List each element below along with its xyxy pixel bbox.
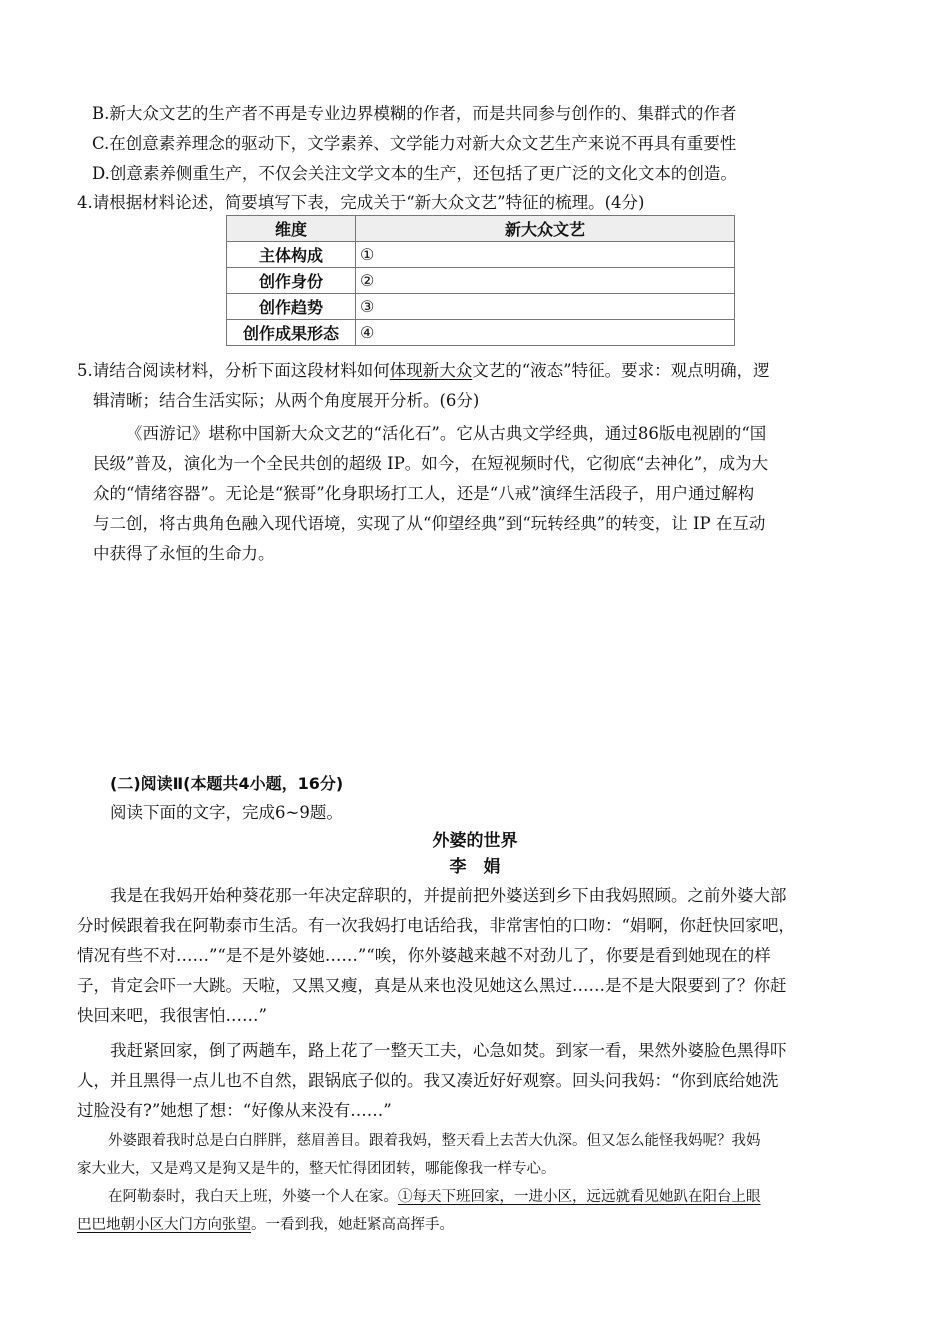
table-row	[227, 320, 735, 346]
q5-material-line: 众的“情绪容器”。无论是“猴哥”化身职场打工人，还是“八戒”演绎生活段子，用户通过解构	[93, 484, 755, 503]
q3-option-c: C.在创意素养理念的驱动下，文学素养、文学能力对新大众文艺生产来说不再具有重要性	[92, 134, 737, 153]
table-row	[227, 294, 735, 320]
table-cell-dimension: 创作成果形态	[227, 320, 356, 346]
paragraph-line: 过脸没有?”她想了想：“好像从来没有……”	[77, 1101, 392, 1120]
q3-option-d: D.创意素养侧重生产，不仅会关注文学文本的生产，还包括了更广泛的文化文本的创造。	[92, 164, 737, 183]
q5-material-line: 中获得了永恒的生命力。	[93, 544, 275, 563]
paragraph-line: 分时候跟着我在阿勒泰市生活。有一次我妈打电话给我，非常害怕的口吻：“娟啊，你赶快回家吧，	[77, 916, 795, 935]
underlined-sentence-1-cont: 巴巴地朝小区大门方向张望	[77, 1217, 251, 1233]
paragraph-line: 我赶紧回家，倒了两趟车，路上花了一整天工夫，心急如焚。到家一看，果然外婆脸色黑得吓	[110, 1041, 787, 1060]
table-header-new-mass-literature: 新大众文艺	[356, 216, 735, 242]
q5-material-line: 民级”普及，演化为一个全民共创的超级 IP。如今，在短视频时代，它彻底“去神化”，成为大	[93, 454, 769, 473]
paragraph-line: 快回来吧，我很害怕……”	[77, 1006, 267, 1025]
table-header-dimension: 维度	[227, 216, 356, 242]
paragraph-line: 外婆跟着我时总是白白胖胖，慈眉善目。跟着我妈，整天看上去苦大仇深。但又怎么能怪我妈呢？我妈	[108, 1133, 761, 1149]
paragraph-line: 家大业大，又是鸡又是狗又是牛的，整天忙得团团转，哪能像我一样专心。	[77, 1161, 556, 1177]
table-cell-answer: ④	[356, 320, 735, 346]
q5-underlined-text: 体现新大众	[389, 361, 473, 380]
q5-prompt-line1	[77, 360, 770, 382]
paragraph-line: 人，并且黑得一点儿也不自然，跟锅底子似的。我又凑近好好观察。回头问我妈：“你到底给她洗	[77, 1071, 779, 1090]
q4-prompt: 4.请根据材料论述，简要填写下表，完成关于“新大众文艺”特征的梳理。(4分)	[77, 193, 645, 212]
paragraph-text: 在阿勒泰时，我白天上班，外婆一个人在家。	[108, 1189, 398, 1205]
paragraph-line: 子，肯定会吓一大跳。天啦，又黑又瘦，真是从来也没见她这么黑过……是不是大限要到了？你赶	[77, 976, 787, 995]
paragraph-line	[77, 1214, 454, 1236]
q5-prompt-text-cont: 文艺的“液态”特征。要求：观点明确，逻	[472, 361, 770, 380]
underlined-sentence-1: ①每天下班回家，一进小区，远远就看见她趴在阳台上眼	[398, 1189, 761, 1205]
article-title: 外婆的世界	[432, 831, 518, 851]
table-row	[227, 242, 735, 268]
q5-prompt-line2: 辑清晰；结合生活实际；从两个角度展开分析。(6分)	[93, 391, 480, 410]
feature-table	[226, 215, 735, 346]
table-header-row	[227, 216, 735, 242]
paragraph-line: 情况有些不对……”“是不是外婆她……”“唉，你外婆越来越不对劲儿了，你要是看到她现在的样	[77, 946, 771, 965]
paragraph-text: 。一看到我，她赶紧高高挥手。	[251, 1217, 454, 1233]
q5-material-line: 《西游记》堪称中国新大众文艺的“活化石”。它从古典文学经典，通过86版电视剧的“国	[126, 424, 767, 443]
paragraph-line: 我是在我妈开始种葵花那一年决定辞职的，并提前把外婆送到乡下由我妈照顾。之前外婆大部	[110, 886, 787, 905]
article-author: 李 娟	[449, 857, 501, 877]
q3-option-b: B.新大众文艺的生产者不再是专业边界模糊的作者，而是共同参与创作的、集群式的作者	[92, 104, 737, 123]
table-cell-answer: ③	[356, 294, 735, 320]
table-cell-dimension: 创作趋势	[227, 294, 356, 320]
table-cell-dimension: 创作身份	[227, 268, 356, 294]
table-row	[227, 268, 735, 294]
table-cell-answer: ①	[356, 242, 735, 268]
table-cell-answer: ②	[356, 268, 735, 294]
q5-prompt-text: 5.请结合阅读材料，分析下面这段材料如何	[77, 361, 390, 380]
q5-material-line: 与二创，将古典角色融入现代语境，实现了从“仰望经典”到“玩转经典”的转变，让 IP 在互动	[93, 514, 766, 533]
section-heading: (二)阅读Ⅱ(本题共4小题，16分)	[110, 774, 344, 793]
section-instruction: 阅读下面的文字，完成6~9题。	[110, 803, 343, 822]
paragraph-line	[108, 1186, 761, 1208]
table-cell-dimension: 主体构成	[227, 242, 356, 268]
